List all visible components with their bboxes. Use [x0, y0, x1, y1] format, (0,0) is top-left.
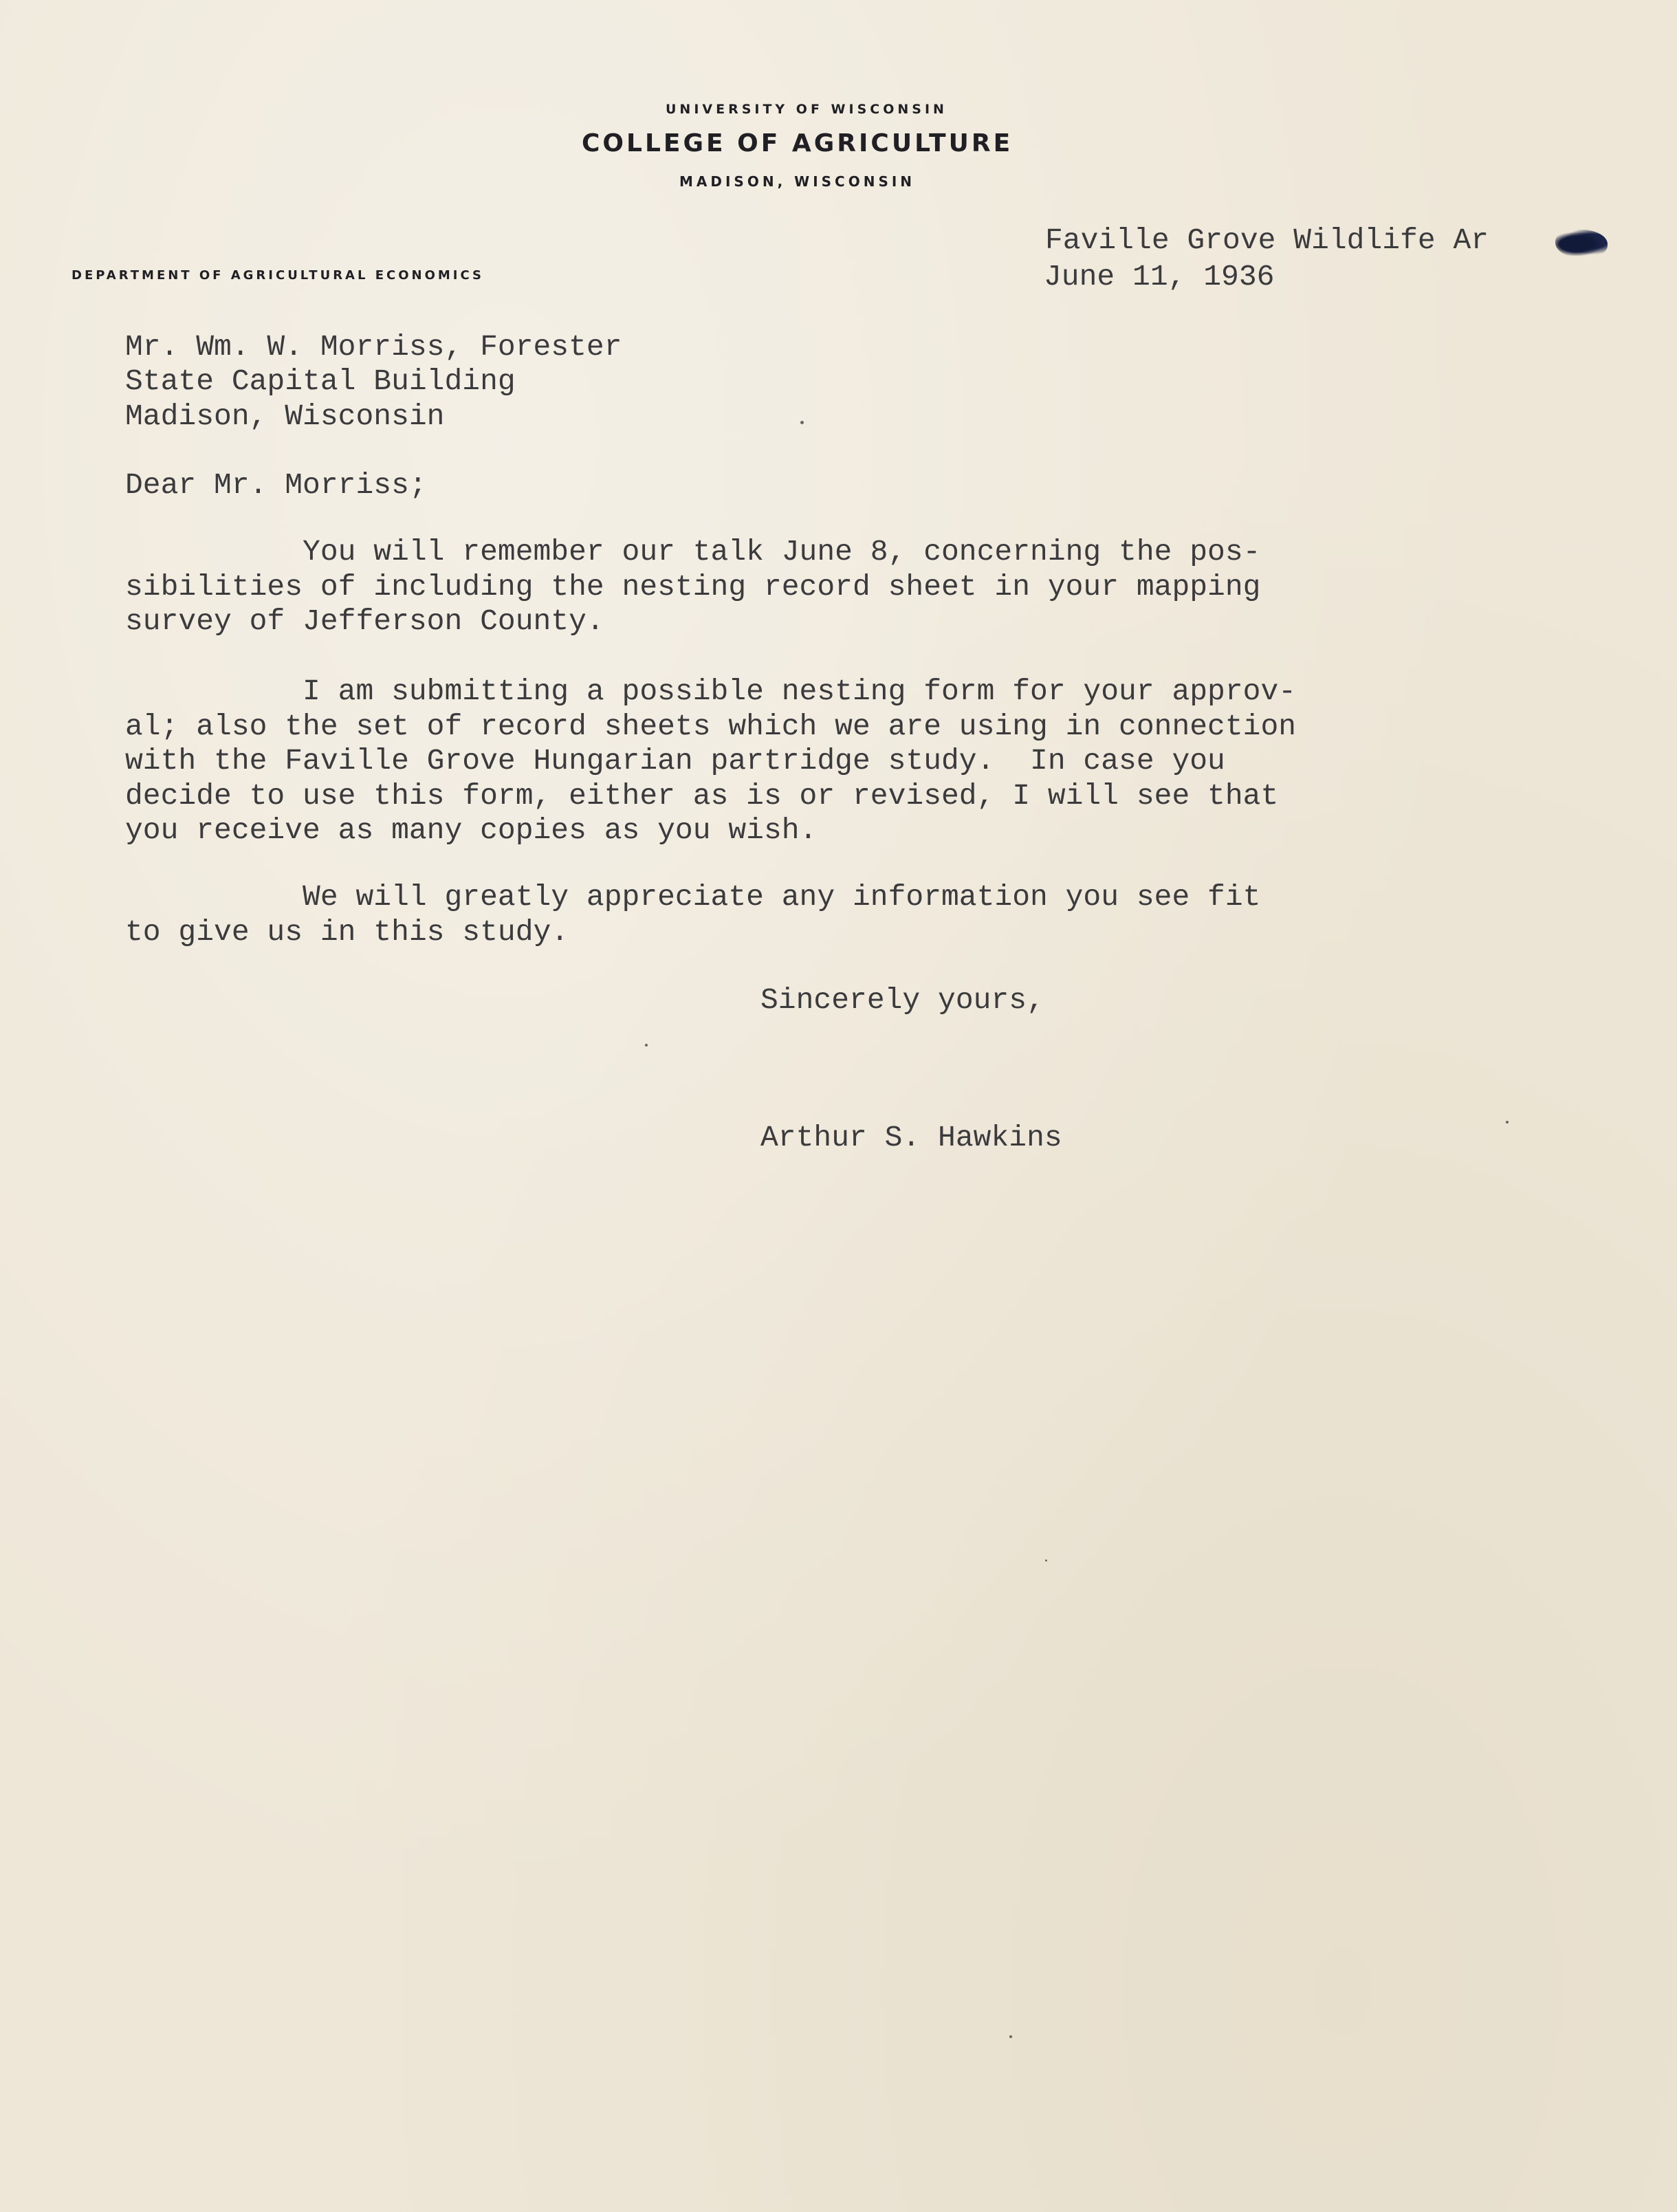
letterhead-department: DEPARTMENT OF AGRICULTURAL ECONOMICS [72, 268, 485, 283]
paper-speck [800, 421, 804, 424]
letterhead-city: MADISON, WISCONSIN [679, 173, 916, 190]
letterhead-college: COLLEGE OF AGRICULTURE [582, 129, 1013, 157]
ink-blot-mark [1555, 230, 1608, 259]
paper-speck [1009, 2035, 1012, 2038]
paper-speck [1506, 1121, 1509, 1124]
body-paragraph-3: We will greatly appreciate any information you see fit to give us in this study. [125, 880, 1261, 949]
closing: Sincerely yours, [760, 983, 1044, 1017]
letterhead-university: UNIVERSITY OF WISCONSIN [666, 102, 947, 117]
salutation: Dear Mr. Morriss; [125, 468, 427, 502]
recipient-city: Madison, Wisconsin [125, 399, 445, 433]
letter-place: Faville Grove Wildlife Ar [1045, 223, 1489, 257]
signature-typed: Arthur S. Hawkins [760, 1121, 1062, 1154]
body-paragraph-2: I am submitting a possible nesting form for your approv- al; also the set of record sheets which we are using in connection with the Faville Grove Hungarian partridge study. In case you decide to use this form, either as is or revised, I will see that you receive as many copies as you wish. [125, 675, 1297, 847]
paper-speck [1045, 1559, 1047, 1562]
recipient-name: Mr. Wm. W. Morriss, Forester [125, 330, 622, 364]
body-paragraph-1: You will remember our talk June 8, concerning the pos- sibilities of including the nesting record sheet in your mapping survey of Jefferson County. [125, 535, 1261, 638]
recipient-street: State Capital Building [125, 364, 516, 398]
letter-date: June 11, 1936 [1044, 260, 1275, 294]
paper-speck [645, 1044, 648, 1047]
